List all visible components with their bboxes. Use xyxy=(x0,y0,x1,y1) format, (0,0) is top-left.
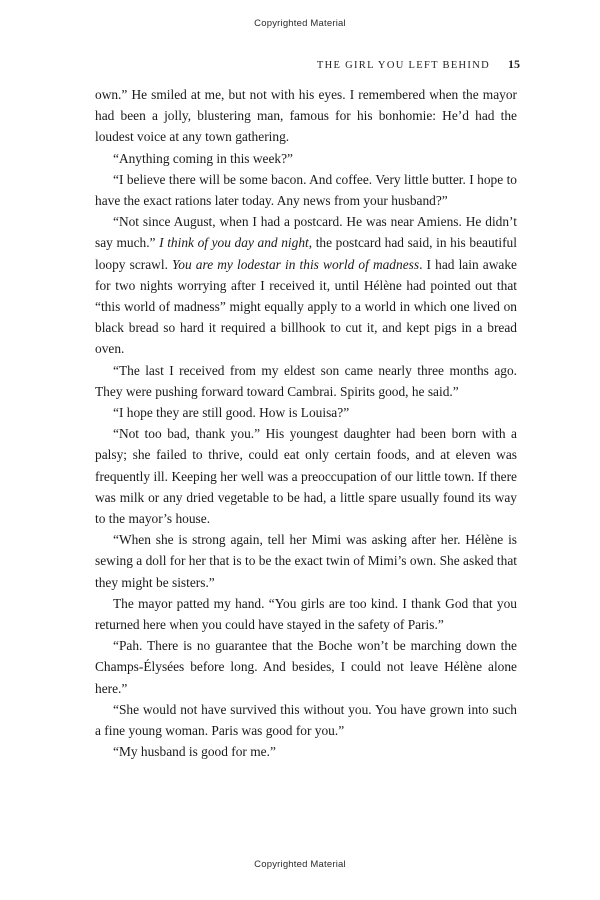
paragraph: “I believe there will be some bacon. And coffee. Very little butter. I hope to have the exact rations later today. Any news from your husband?” xyxy=(95,171,517,209)
running-head-title: THE GIRL YOU LEFT BEHIND xyxy=(316,60,490,71)
paragraph: “I hope they are still good. How is Louisa?” xyxy=(113,405,350,421)
emphasis-text: You are my lodestar in this world of madness xyxy=(172,256,420,272)
paragraph: “When she is strong again, tell her Mimi was asking after her. Hélène is sewing a doll for her that is to be the exact twin of Mimi’s own. She asked that they might be sisters.” xyxy=(95,532,517,590)
paragraph: “Pah. There is no guarantee that the Boche won’t be marching down the Champs-Élysées before long. And besides, I could not leave Hélène alone here.” xyxy=(95,638,517,696)
body-text xyxy=(95,84,517,763)
paragraph: “Not too bad, thank you.” His youngest daughter had been born with a palsy; she failed to thrive, could eat only certain foods, and at eleven was frequently ill. Keeping her well was a preoccupation of our little town. If there was milk or any dried vegetable to be had, a little spare usually found its way to the mayor’s house. xyxy=(95,426,517,527)
paragraph: “The last I received from my eldest son came nearly three months ago. They were pushing forward toward Cambrai. Spirits good, he said.” xyxy=(95,362,517,399)
paragraph: The mayor patted my hand. “You girls are too kind. I thank God that you returned here when you could have stayed in the safety of Paris.” xyxy=(95,595,517,633)
paragraph: “My husband is good for me.” xyxy=(113,744,276,760)
running-head xyxy=(95,57,520,72)
paragraph: “Not since August, when I had a postcard. He was near Amiens. He didn’t say much.” I think of you day and night, the postcard had said, in his beautiful loopy scrawl. You are my lodestar in this world of madness. I had lain awake for two nights worrying after I received it, until Hélène had pointed out that “this world of madness” might equally apply to a world in which one lived on black bread so hard it required a billhook to cut it, and kept pigs in a bread oven. xyxy=(95,214,517,357)
paragraph: “Anything coming in this week?” xyxy=(113,150,293,166)
copyright-notice-bottom: Copyrighted Material xyxy=(254,859,346,870)
paragraph: “She would not have survived this without you. You have grown into such a fine young woman. Paris was good for you.” xyxy=(95,701,517,739)
emphasis-text: I think of you day and night xyxy=(159,235,309,251)
copyright-notice-top: Copyrighted Material xyxy=(254,18,346,29)
page-number: 15 xyxy=(508,57,520,71)
paragraph: own.” He smiled at me, but not with his eyes. I remembered when the mayor had been a jolly, blustering man, famous for his bonhomie: He’d had the loudest voice at any town gathering. xyxy=(95,87,517,145)
